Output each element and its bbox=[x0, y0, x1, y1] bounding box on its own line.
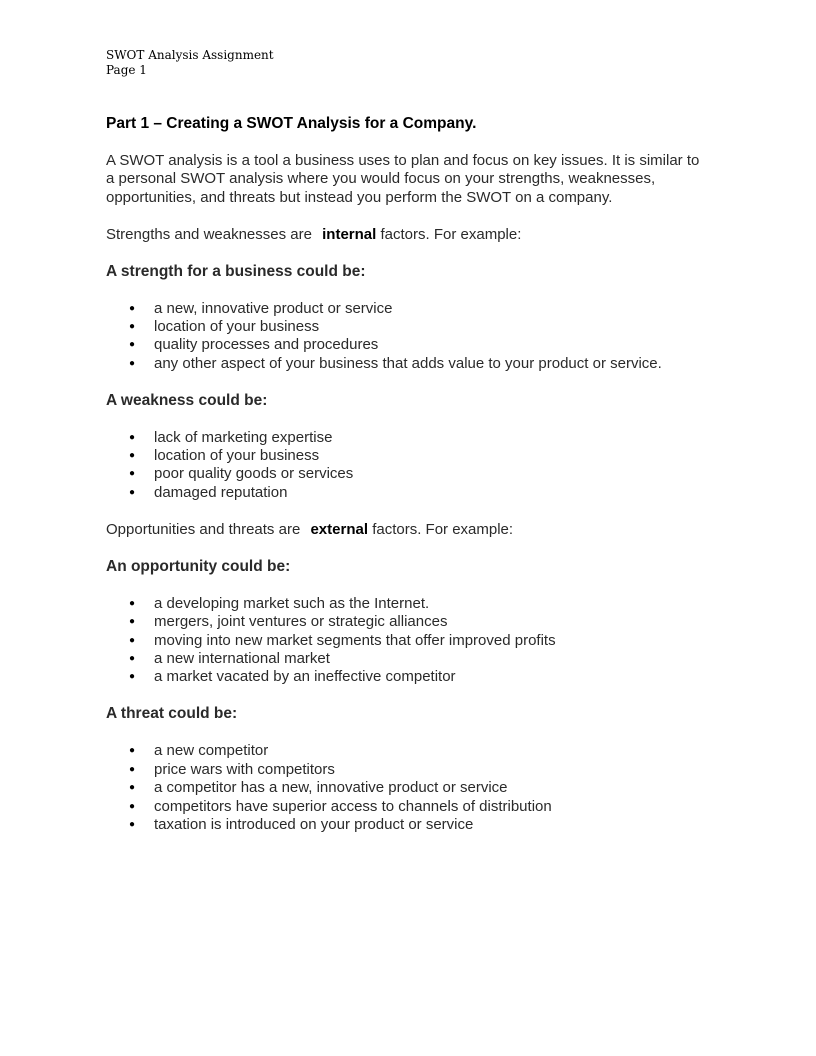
list-item-text: competitors have superior access to channels of distribution bbox=[154, 797, 552, 815]
list-item bbox=[106, 429, 706, 447]
list-item-text: any other aspect of your business that adds value to your product or service. bbox=[154, 354, 662, 372]
weakness-heading: A weakness could be: bbox=[106, 391, 268, 409]
bullet-icon: ● bbox=[129, 450, 136, 462]
list-item bbox=[106, 355, 706, 373]
list-item bbox=[106, 336, 706, 354]
bullet-icon: ● bbox=[129, 616, 136, 628]
bullet-icon: ● bbox=[129, 486, 136, 498]
bullet-icon: ● bbox=[129, 597, 136, 609]
header-page-number: Page 1 bbox=[106, 63, 147, 77]
list-item bbox=[106, 318, 706, 336]
external-bold: external bbox=[310, 520, 369, 538]
list-item bbox=[106, 668, 706, 686]
bullet-icon: ● bbox=[129, 468, 136, 480]
bullet-icon: ● bbox=[129, 302, 136, 314]
list-item bbox=[106, 632, 706, 650]
bullet-icon: ● bbox=[129, 763, 136, 775]
list-item-text: location of your business bbox=[154, 317, 320, 335]
list-item bbox=[106, 484, 706, 502]
bullet-icon: ● bbox=[129, 782, 136, 794]
strength-heading: A strength for a business could be: bbox=[106, 262, 366, 280]
part-heading: Part 1 – Creating a SWOT Analysis for a Company. bbox=[106, 115, 477, 132]
list-item-text: a competitor has a new, innovative product or service bbox=[154, 779, 508, 797]
external-text-after: factors. For example: bbox=[372, 520, 514, 538]
list-item-text: a new, innovative product or service bbox=[154, 299, 393, 317]
list-item-text: a market vacated by an ineffective competitor bbox=[154, 668, 456, 686]
bullet-icon: ● bbox=[129, 818, 136, 830]
weakness-list bbox=[106, 429, 706, 503]
list-item-text: location of your business bbox=[154, 447, 320, 465]
list-item-text: damaged reputation bbox=[154, 483, 288, 501]
bullet-icon: ● bbox=[129, 339, 136, 351]
threat-list bbox=[106, 742, 706, 834]
opportunity-heading: An opportunity could be: bbox=[106, 557, 291, 575]
page-header bbox=[106, 48, 274, 78]
bullet-icon: ● bbox=[129, 431, 136, 443]
list-item-text: moving into new market segments that offer improved profits bbox=[154, 631, 556, 649]
list-item bbox=[106, 779, 706, 797]
list-item bbox=[106, 595, 706, 613]
list-item bbox=[106, 816, 706, 834]
threat-heading: A threat could be: bbox=[106, 705, 238, 723]
external-factors-paragraph bbox=[106, 521, 706, 540]
list-item-text: mergers, joint ventures or strategic alliances bbox=[154, 613, 448, 631]
bullet-icon: ● bbox=[129, 320, 136, 332]
bullet-icon: ● bbox=[129, 652, 136, 664]
header-title: SWOT Analysis Assignment bbox=[106, 48, 274, 62]
external-text-before: Opportunities and threats are bbox=[106, 520, 301, 538]
internal-factors-paragraph bbox=[106, 226, 706, 245]
list-item-text: quality processes and procedures bbox=[154, 336, 379, 354]
list-item bbox=[106, 613, 706, 631]
list-item bbox=[106, 798, 706, 816]
list-item bbox=[106, 465, 706, 483]
bullet-icon: ● bbox=[129, 634, 136, 646]
internal-text-before: Strengths and weaknesses are bbox=[106, 225, 312, 243]
intro-paragraph: A SWOT analysis is a tool a business uses to plan and focus on key issues. It is similar to a personal SWOT analysis where you would focus on your strengths, weaknesses, opportunities, and threats but instead you perform the SWOT on a company. bbox=[106, 151, 700, 206]
list-item-text: a new international market bbox=[154, 649, 330, 667]
list-item-text: taxation is introduced on your product or service bbox=[154, 815, 474, 833]
list-item-text: poor quality goods or services bbox=[154, 465, 354, 483]
internal-bold: internal bbox=[322, 225, 377, 243]
strength-list bbox=[106, 300, 706, 374]
list-item bbox=[106, 650, 706, 668]
list-item-text: a developing market such as the Internet. bbox=[154, 594, 430, 612]
internal-text-after: factors. For example: bbox=[380, 225, 522, 243]
list-item-text: a new competitor bbox=[154, 742, 269, 760]
list-item bbox=[106, 742, 706, 760]
opportunity-list bbox=[106, 595, 706, 687]
bullet-icon: ● bbox=[129, 800, 136, 812]
list-item-text: lack of marketing expertise bbox=[154, 428, 333, 446]
bullet-icon: ● bbox=[129, 671, 136, 683]
list-item bbox=[106, 761, 706, 779]
list-item bbox=[106, 300, 706, 318]
list-item-text: price wars with competitors bbox=[154, 760, 335, 778]
bullet-icon: ● bbox=[129, 357, 136, 369]
bullet-icon: ● bbox=[129, 745, 136, 757]
document-body bbox=[106, 115, 706, 853]
list-item bbox=[106, 447, 706, 465]
